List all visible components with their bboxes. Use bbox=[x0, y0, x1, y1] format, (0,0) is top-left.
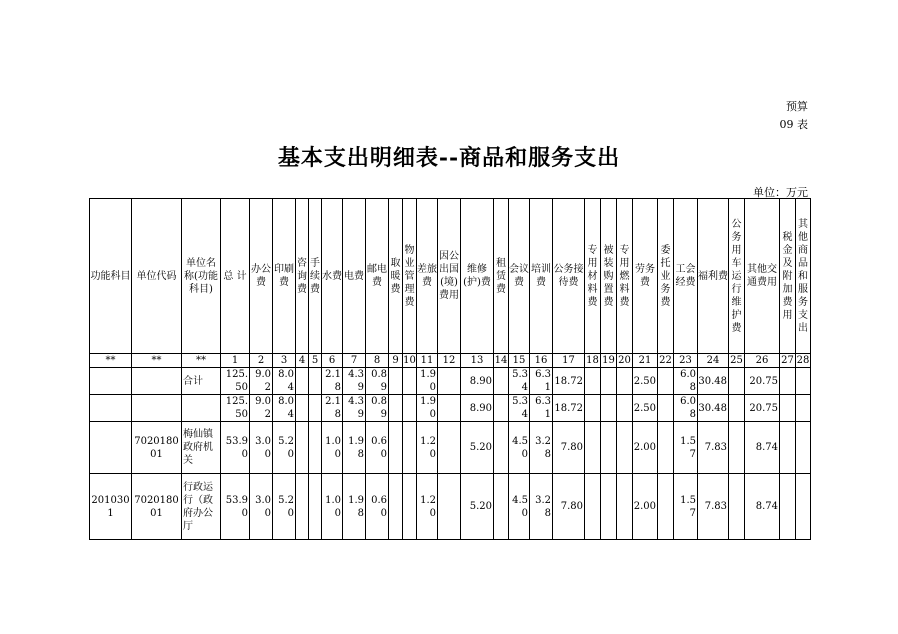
column-header: 咨询费 bbox=[296, 199, 309, 354]
column-header: 公务接待费 bbox=[553, 199, 585, 354]
table-cell bbox=[796, 368, 811, 395]
table-cell: 3.28 bbox=[530, 422, 553, 474]
column-header: 专用材料费 bbox=[585, 199, 601, 354]
table-cell bbox=[132, 395, 182, 422]
table-cell: 8.90 bbox=[461, 368, 494, 395]
table-cell bbox=[601, 474, 617, 540]
table-cell: 6.08 bbox=[674, 368, 698, 395]
table-cell: 合计 bbox=[182, 368, 221, 395]
column-header: 被装购置费 bbox=[601, 199, 617, 354]
index-cell: 13 bbox=[461, 354, 494, 368]
column-header: 工会经费 bbox=[674, 199, 698, 354]
table-cell bbox=[389, 368, 403, 395]
column-header: 总 计 bbox=[221, 199, 250, 354]
table-cell bbox=[403, 368, 417, 395]
table-cell bbox=[601, 395, 617, 422]
table-cell: 7.83 bbox=[698, 474, 729, 540]
table-cell: 4.50 bbox=[509, 474, 530, 540]
column-header: 差旅费 bbox=[417, 199, 438, 354]
column-header: 福利费 bbox=[698, 199, 729, 354]
column-header: 功能科目 bbox=[90, 199, 132, 354]
column-header: 单位代码 bbox=[132, 199, 182, 354]
table-cell: 0.89 bbox=[366, 395, 389, 422]
table-row bbox=[90, 422, 811, 474]
index-cell: 1 bbox=[221, 354, 250, 368]
table-cell: 2.00 bbox=[633, 422, 658, 474]
table-cell: 5.34 bbox=[509, 368, 530, 395]
table-cell bbox=[389, 474, 403, 540]
table-cell: 1.57 bbox=[674, 422, 698, 474]
table-cell: 0.89 bbox=[366, 368, 389, 395]
table-cell bbox=[403, 422, 417, 474]
table-cell: 5.20 bbox=[273, 422, 296, 474]
table-cell bbox=[796, 395, 811, 422]
table-cell bbox=[296, 474, 309, 540]
table-cell bbox=[438, 395, 461, 422]
column-header: 单位名称(功能科目) bbox=[182, 199, 221, 354]
table-cell: 1.00 bbox=[322, 474, 343, 540]
table-cell bbox=[658, 422, 674, 474]
index-cell: 17 bbox=[553, 354, 585, 368]
table-cell: 1.90 bbox=[417, 368, 438, 395]
table-cell: 5.20 bbox=[461, 474, 494, 540]
table-cell bbox=[796, 474, 811, 540]
index-cell: 19 bbox=[602, 355, 615, 366]
column-header: 委托业务费 bbox=[658, 199, 674, 354]
header-row bbox=[90, 199, 811, 354]
table-cell bbox=[389, 395, 403, 422]
index-row bbox=[90, 354, 811, 368]
table-cell bbox=[585, 395, 601, 422]
table-cell: 4.39 bbox=[343, 368, 366, 395]
table-cell bbox=[309, 422, 322, 474]
index-cell: 15 bbox=[509, 354, 530, 368]
table-cell bbox=[438, 474, 461, 540]
column-header: 专用燃料费 bbox=[617, 199, 633, 354]
table-cell: 6.31 bbox=[530, 368, 553, 395]
page-title: 基本支出明细表--商品和服务支出 bbox=[277, 145, 621, 171]
table-cell: 30.48 bbox=[698, 368, 729, 395]
table-cell bbox=[309, 395, 322, 422]
table-cell: 5.20 bbox=[273, 474, 296, 540]
table-cell: 7.80 bbox=[553, 474, 585, 540]
column-header: 公务用车运行维护费 bbox=[729, 199, 745, 354]
column-header: 劳务费 bbox=[633, 199, 658, 354]
column-header: 办公费 bbox=[250, 199, 273, 354]
index-cell: 24 bbox=[698, 354, 729, 368]
index-cell: 9 bbox=[389, 354, 403, 368]
index-cell: 3 bbox=[273, 354, 296, 368]
index-cell: 4 bbox=[296, 354, 309, 368]
table-cell bbox=[729, 422, 745, 474]
table-cell bbox=[617, 422, 633, 474]
table-cell bbox=[780, 474, 796, 540]
table-cell: 20.75 bbox=[745, 395, 780, 422]
table-row bbox=[90, 474, 811, 540]
table-cell bbox=[403, 474, 417, 540]
table-cell: 8.90 bbox=[461, 395, 494, 422]
index-cell: 8 bbox=[366, 354, 389, 368]
table-cell: 125.50 bbox=[221, 368, 250, 395]
table-cell bbox=[617, 368, 633, 395]
index-cell: 10 bbox=[403, 355, 416, 366]
table-cell: 125.50 bbox=[221, 395, 250, 422]
expenditure-table bbox=[89, 198, 811, 540]
column-header: 租赁费 bbox=[494, 199, 509, 354]
table-code-label: 09 表 bbox=[779, 118, 808, 131]
index-cell: 5 bbox=[309, 354, 322, 368]
column-header: 电费 bbox=[343, 199, 366, 354]
index-cell: 14 bbox=[494, 355, 508, 366]
table-cell bbox=[296, 368, 309, 395]
table-cell bbox=[90, 422, 132, 474]
table-cell: 2.50 bbox=[633, 368, 658, 395]
table-cell: 0.60 bbox=[366, 422, 389, 474]
table-cell: 1.98 bbox=[343, 422, 366, 474]
column-header: 取暖费 bbox=[389, 199, 403, 354]
table-cell bbox=[494, 368, 509, 395]
table-cell: 8.74 bbox=[745, 422, 780, 474]
table-cell: 9.02 bbox=[250, 368, 273, 395]
index-cell: 28 bbox=[796, 355, 810, 366]
table-cell: 1.90 bbox=[417, 395, 438, 422]
table-cell bbox=[438, 368, 461, 395]
table-cell: 1.98 bbox=[343, 474, 366, 540]
table-cell bbox=[309, 474, 322, 540]
index-cell: 23 bbox=[674, 354, 698, 368]
column-header: 培训费 bbox=[530, 199, 553, 354]
table-cell bbox=[389, 422, 403, 474]
table-cell bbox=[780, 422, 796, 474]
table-cell: 6.31 bbox=[530, 395, 553, 422]
table-row bbox=[90, 395, 811, 422]
table-cell: 20.75 bbox=[745, 368, 780, 395]
table-cell bbox=[729, 395, 745, 422]
index-cell: 20 bbox=[618, 355, 631, 366]
table-cell: 6.08 bbox=[674, 395, 698, 422]
column-header: 税金及附加费用 bbox=[780, 199, 796, 354]
table-cell: 18.72 bbox=[553, 368, 585, 395]
column-header: 其他商品和服务支出 bbox=[796, 199, 811, 354]
table-cell bbox=[296, 422, 309, 474]
table-cell: 1.20 bbox=[417, 422, 438, 474]
table-cell: 3.00 bbox=[250, 474, 273, 540]
table-cell: 3.00 bbox=[250, 422, 273, 474]
table-cell bbox=[494, 422, 509, 474]
unit-label: 单位：万元 bbox=[753, 186, 808, 199]
table-cell: 0.60 bbox=[366, 474, 389, 540]
table-cell bbox=[585, 422, 601, 474]
table-cell: 2010301 bbox=[90, 474, 132, 540]
table-cell: 7.80 bbox=[553, 422, 585, 474]
index-cell: ** bbox=[182, 354, 221, 368]
index-cell: ** bbox=[90, 354, 132, 368]
table-cell: 行政运行（政府办公厅 bbox=[182, 474, 221, 540]
index-cell: 25 bbox=[730, 355, 743, 366]
table-cell: 8.74 bbox=[745, 474, 780, 540]
table-cell bbox=[729, 368, 745, 395]
table-cell bbox=[132, 368, 182, 395]
table-cell: 8.04 bbox=[273, 395, 296, 422]
table-cell bbox=[585, 474, 601, 540]
table-cell bbox=[585, 368, 601, 395]
table-cell: 4.50 bbox=[509, 422, 530, 474]
index-cell: 18 bbox=[586, 355, 599, 366]
column-header: 其他交通费用 bbox=[745, 199, 780, 354]
table-cell: 2.00 bbox=[633, 474, 658, 540]
table-cell bbox=[796, 422, 811, 474]
index-cell: 26 bbox=[745, 354, 780, 368]
table-cell: 梅仙镇政府机关 bbox=[182, 422, 221, 474]
index-cell: 16 bbox=[530, 354, 553, 368]
table-cell bbox=[617, 474, 633, 540]
table-cell: 1.00 bbox=[322, 422, 343, 474]
table-cell bbox=[403, 395, 417, 422]
column-header: 水费 bbox=[322, 199, 343, 354]
table-cell: 53.90 bbox=[221, 474, 250, 540]
table-cell bbox=[658, 368, 674, 395]
table-cell bbox=[494, 474, 509, 540]
table-cell bbox=[90, 395, 132, 422]
table-cell: 702018001 bbox=[132, 474, 182, 540]
column-header: 会议费 bbox=[509, 199, 530, 354]
table-row bbox=[90, 368, 811, 395]
table-cell: 7.83 bbox=[698, 422, 729, 474]
table-cell: 5.20 bbox=[461, 422, 494, 474]
index-cell: 21 bbox=[633, 354, 658, 368]
table-cell: 2.18 bbox=[322, 368, 343, 395]
index-cell: 7 bbox=[343, 354, 366, 368]
column-header: 手续费 bbox=[309, 199, 322, 354]
index-cell: 2 bbox=[250, 354, 273, 368]
table-cell bbox=[494, 395, 509, 422]
table-cell bbox=[617, 395, 633, 422]
table-number-label: 预算 bbox=[786, 100, 808, 113]
table-cell: 4.39 bbox=[343, 395, 366, 422]
table-cell bbox=[296, 395, 309, 422]
index-cell: 27 bbox=[781, 355, 794, 366]
table-cell: 3.28 bbox=[530, 474, 553, 540]
table-cell bbox=[601, 422, 617, 474]
table-cell: 18.72 bbox=[553, 395, 585, 422]
table-cell: 5.34 bbox=[509, 395, 530, 422]
table-cell bbox=[90, 368, 132, 395]
column-header: 邮电费 bbox=[366, 199, 389, 354]
column-header: 维修(护)费 bbox=[461, 199, 494, 354]
index-cell: 11 bbox=[417, 354, 438, 368]
table-cell bbox=[658, 474, 674, 540]
table-cell: 2.18 bbox=[322, 395, 343, 422]
index-cell: 6 bbox=[322, 354, 343, 368]
table-cell bbox=[780, 368, 796, 395]
table-cell bbox=[438, 422, 461, 474]
table-cell: 53.90 bbox=[221, 422, 250, 474]
table-cell bbox=[780, 395, 796, 422]
table-cell bbox=[601, 368, 617, 395]
table-cell: 30.48 bbox=[698, 395, 729, 422]
table-cell bbox=[729, 474, 745, 540]
table-cell bbox=[309, 368, 322, 395]
index-cell: 22 bbox=[659, 355, 672, 366]
table-cell bbox=[658, 395, 674, 422]
table-cell: 9.02 bbox=[250, 395, 273, 422]
index-cell: ** bbox=[132, 354, 182, 368]
column-header: 物业管理费 bbox=[403, 199, 417, 354]
table-cell bbox=[182, 395, 221, 422]
column-header: 印刷费 bbox=[273, 199, 296, 354]
table-cell: 8.04 bbox=[273, 368, 296, 395]
table-cell: 1.20 bbox=[417, 474, 438, 540]
table-cell: 2.50 bbox=[633, 395, 658, 422]
table-cell: 1.57 bbox=[674, 474, 698, 540]
column-header: 因公出国(境)费用 bbox=[438, 199, 461, 354]
index-cell: 12 bbox=[438, 354, 461, 368]
table-cell: 702018001 bbox=[132, 422, 182, 474]
